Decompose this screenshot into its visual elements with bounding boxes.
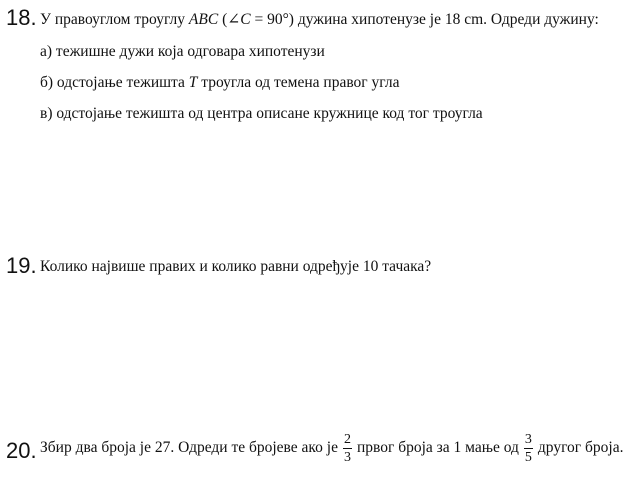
problem-20-text-1: Збир два броја је 27. Одреди те бројеве ако је	[40, 439, 338, 456]
fraction-1-bar	[343, 448, 352, 449]
triangle-name: ABC	[188, 11, 219, 28]
problem-18-number: 18.	[6, 5, 37, 30]
item-b-after: троугла од темена правог угла	[197, 74, 400, 91]
problem-18-item-a: а) тежишне дужи која одговара хипотенузи	[40, 43, 325, 60]
problem-18-intro-after: дужина хипотенузе је 18 cm. Одреди дужину:	[293, 11, 599, 28]
fraction-2-denominator: 5	[524, 449, 532, 465]
problem-18-item-c: в) одстојање тежишта од центра описане кружнице код тог троугла	[40, 105, 483, 122]
problem-20-statement	[40, 430, 624, 466]
centroid-point: T	[188, 74, 198, 91]
angle-value: = 90°)	[250, 11, 294, 28]
problem-18-intro-before: У правоуглом троуглу	[40, 11, 189, 28]
problem-20-number: 20.	[6, 438, 37, 463]
fraction-two-thirds	[343, 432, 352, 465]
problem-18-statement	[40, 11, 599, 29]
angle-vertex: C	[240, 11, 251, 28]
fraction-three-fifths	[524, 432, 533, 465]
problem-19-statement: Колико највише правих и колико равни одређује 10 тачака?	[40, 258, 432, 275]
problem-18-item-b	[40, 74, 399, 92]
fraction-1-denominator: 3	[343, 449, 351, 465]
paren-open: (	[218, 11, 228, 28]
problem-20-text-3: другог броја.	[537, 439, 624, 456]
problem-19-number: 19.	[6, 253, 37, 278]
angle-symbol: ∠	[227, 11, 241, 28]
item-b-before: б) одстојање тежишта	[40, 74, 189, 91]
fraction-1-numerator: 2	[343, 431, 351, 447]
fraction-2-bar	[524, 448, 533, 449]
fraction-2-numerator: 3	[524, 431, 532, 447]
problem-20-text-2: првог броја за 1 мање од	[356, 439, 519, 456]
